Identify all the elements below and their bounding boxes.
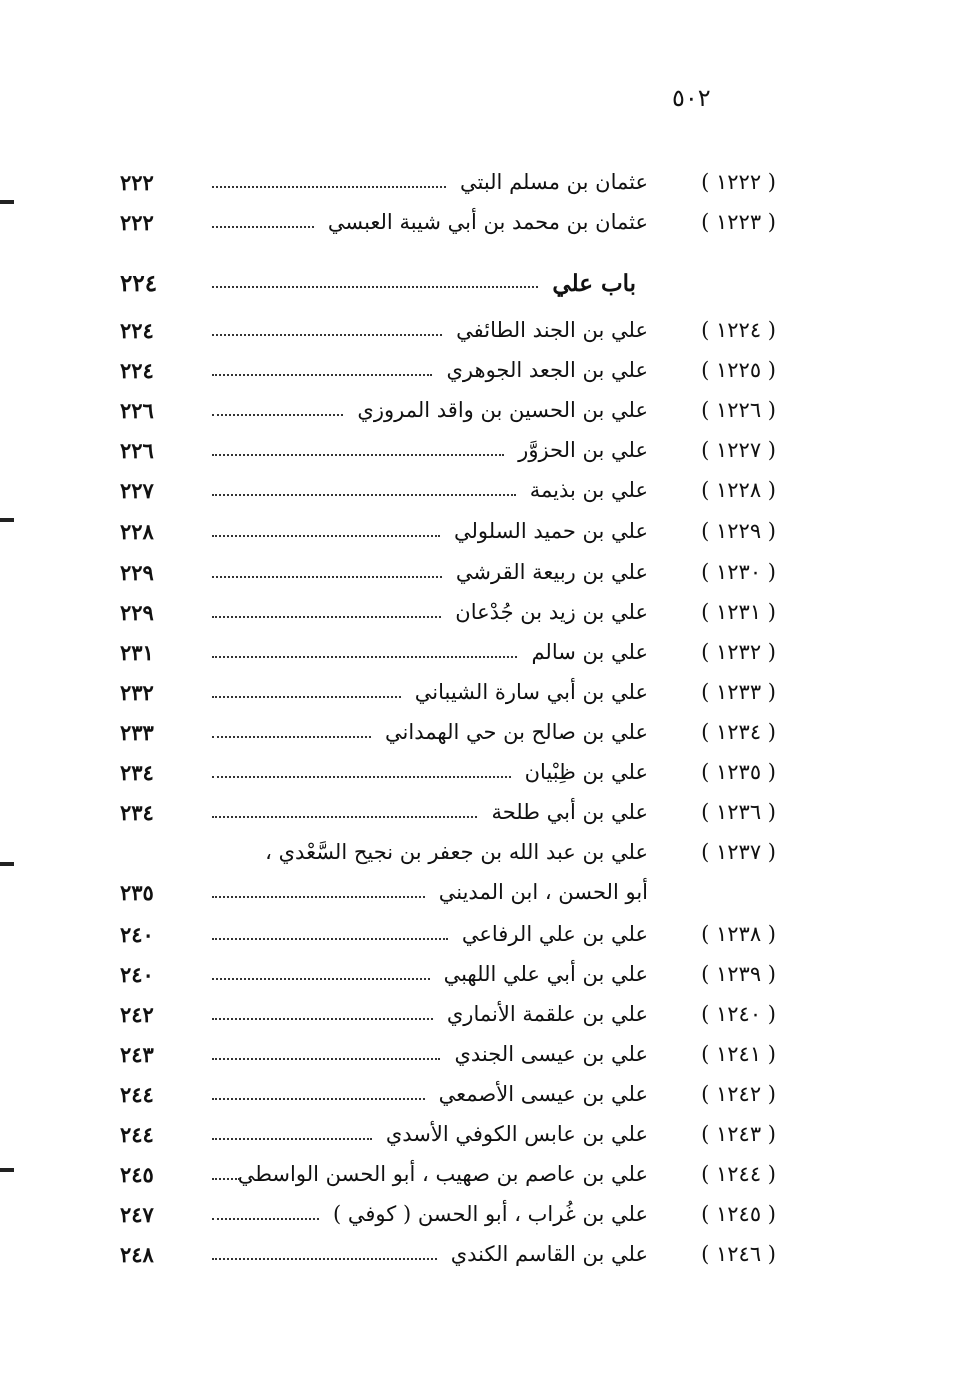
entry-number: ( ١٢٢٢ ) bbox=[701, 170, 776, 194]
scan-edge-mark bbox=[0, 200, 14, 204]
leader-dots bbox=[212, 736, 371, 738]
scan-edge-mark bbox=[0, 1168, 14, 1172]
page-ref: ٢٤٥ bbox=[120, 1162, 154, 1187]
toc-entry-row bbox=[0, 474, 966, 508]
leader-dots bbox=[212, 186, 446, 188]
entry-title: علي بن عاصم بن صهيب ، أبو الحسن الواسطي bbox=[237, 1162, 648, 1186]
toc-entry-row bbox=[0, 206, 966, 240]
toc-entry-row bbox=[0, 676, 966, 710]
leader-dots bbox=[212, 374, 432, 376]
leader-dots bbox=[212, 334, 442, 336]
page-ref: ٢٤٠ bbox=[120, 962, 154, 987]
toc-entry-row bbox=[0, 1038, 966, 1072]
leader-dots bbox=[212, 576, 442, 578]
entry-number: ( ١٢٣٠ ) bbox=[701, 560, 776, 584]
entry-number: ( ١٢٤٤ ) bbox=[701, 1162, 776, 1186]
page-ref: ٢٣٤ bbox=[120, 800, 154, 825]
entry-number: ( ١٢٤٠ ) bbox=[701, 1002, 776, 1026]
entry-title: علي بن عيسى الجندي bbox=[454, 1042, 648, 1066]
page-ref: ٢٢٢ bbox=[120, 170, 154, 195]
entry-number: ( ١٢٤٢ ) bbox=[701, 1082, 776, 1106]
toc-entry-row bbox=[0, 354, 966, 388]
entry-number: ( ١٢٤٥ ) bbox=[701, 1202, 776, 1226]
entry-number: ( ١٢٤٦ ) bbox=[701, 1242, 776, 1266]
page-ref: ٢٤٢ bbox=[120, 1002, 154, 1027]
leader-dots bbox=[212, 938, 448, 940]
toc-entry-row bbox=[0, 796, 966, 830]
scan-edge-mark bbox=[0, 862, 14, 866]
entry-number: ( ١٢٣٩ ) bbox=[701, 962, 776, 986]
entry-number: ( ١٢٣٣ ) bbox=[701, 680, 776, 704]
leader-dots bbox=[212, 494, 516, 496]
toc-entry-row bbox=[0, 596, 966, 630]
leader-dots bbox=[212, 656, 517, 658]
page-ref: ٢٤٤ bbox=[120, 1122, 154, 1147]
entry-number: ( ١٢٣٢ ) bbox=[701, 640, 776, 664]
leader-dots bbox=[212, 696, 401, 698]
toc-continuation-row bbox=[0, 876, 966, 910]
entry-title: علي بن عيسى الأصمعي bbox=[438, 1082, 648, 1106]
entry-number: ( ١٢٢٦ ) bbox=[701, 398, 776, 422]
toc-entry-row bbox=[0, 1198, 966, 1232]
entry-title: علي بن عابس الكوفي الأسدي bbox=[385, 1122, 648, 1146]
entry-title: علي بن الجعد الجوهري bbox=[446, 358, 648, 382]
entry-title: علي بن زيد بن جُدْعان bbox=[455, 600, 648, 624]
entry-title: علي بن عبد الله بن جعفر بن نجيح السَّعْدي ، bbox=[265, 840, 648, 864]
entry-number: ( ١٢٢٩ ) bbox=[701, 519, 776, 543]
leader-dots bbox=[212, 226, 314, 228]
page-ref: ٢٢٨ bbox=[120, 519, 154, 544]
leader-dots bbox=[212, 1258, 437, 1260]
page-ref: ٢٢٢ bbox=[120, 210, 154, 235]
page-ref: ٢٢٤ bbox=[120, 318, 154, 343]
page-ref: ٢٢٦ bbox=[120, 398, 154, 423]
entry-title: عثمان بن مسلم البتي bbox=[459, 170, 648, 194]
toc-entry-row bbox=[0, 434, 966, 468]
entry-title: علي بن القاسم الكندي bbox=[450, 1242, 648, 1266]
leader-dots bbox=[212, 978, 430, 980]
entry-number: ( ١٢٣٨ ) bbox=[701, 922, 776, 946]
scan-edge-mark bbox=[0, 518, 14, 522]
entry-number: ( ١٢٣٥ ) bbox=[701, 760, 776, 784]
entry-number: ( ١٢٤٣ ) bbox=[701, 1122, 776, 1146]
page-ref: ٢٤٤ bbox=[120, 1082, 154, 1107]
page-ref: ٢٣٢ bbox=[120, 680, 154, 705]
page-ref: ٢٤٣ bbox=[120, 1042, 154, 1067]
entry-title: علي بن حميد السلولي bbox=[454, 519, 648, 543]
page-ref: ٢٤٧ bbox=[120, 1202, 154, 1227]
leader-dots bbox=[212, 896, 425, 898]
toc-entry-row bbox=[0, 1118, 966, 1152]
entry-number: ( ١٢٤١ ) bbox=[701, 1042, 776, 1066]
toc-entry-row bbox=[0, 636, 966, 670]
entry-title: علي بن ظِبْيان bbox=[524, 760, 648, 784]
toc-entry-row bbox=[0, 918, 966, 952]
entry-title: علي بن علي الرفاعي bbox=[461, 922, 648, 946]
toc-entry-row bbox=[0, 836, 966, 870]
entry-title: علي بن أبي علي اللهبي bbox=[443, 962, 648, 986]
page-ref: ٢٣٤ bbox=[120, 760, 154, 785]
leader-dots bbox=[212, 616, 441, 618]
page-ref: ٢٤٨ bbox=[120, 1242, 154, 1267]
toc-entry-row bbox=[0, 998, 966, 1032]
toc-entry-row bbox=[0, 314, 966, 348]
leader-dots bbox=[212, 816, 477, 818]
entry-number: ( ١٢٣١ ) bbox=[701, 600, 776, 624]
entry-title: أبو الحسن ، ابن المديني bbox=[438, 880, 648, 904]
leader-dots bbox=[212, 776, 511, 778]
toc-entry-row bbox=[0, 166, 966, 200]
page-ref: ٢٢٩ bbox=[120, 560, 154, 585]
leader-dots bbox=[212, 1218, 319, 1220]
leader-dots bbox=[212, 1098, 425, 1100]
page-ref: ٢٣١ bbox=[120, 640, 154, 665]
toc-entry-row bbox=[0, 394, 966, 428]
entry-title: علي بن أبي سارة الشيباني bbox=[414, 680, 648, 704]
entry-number: ( ١٢٢٥ ) bbox=[701, 358, 776, 382]
entry-title: علي بن ربيعة القرشي bbox=[455, 560, 648, 584]
entry-title: علي بن الجند الطائفي bbox=[456, 318, 648, 342]
entry-number: ( ١٢٢٧ ) bbox=[701, 438, 776, 462]
entry-number: ( ١٢٢٨ ) bbox=[701, 478, 776, 502]
entry-number: ( ١٢٢٤ ) bbox=[701, 318, 776, 342]
entry-title: علي بن غُراب ، أبو الحسن ( كوفي ) bbox=[333, 1202, 648, 1226]
page-ref: ٢٤٠ bbox=[120, 922, 154, 947]
entry-title: علي بن أبي طلحة bbox=[491, 800, 648, 824]
page-ref: ٢٢٩ bbox=[120, 600, 154, 625]
entry-title: عثمان بن محمد بن أبي شيبة العبسي bbox=[327, 210, 648, 234]
page-ref: ٢٢٤ bbox=[120, 270, 158, 297]
leader-dots bbox=[212, 286, 538, 288]
page-ref: ٢٢٦ bbox=[120, 438, 154, 463]
entry-number: ( ١٢٣٧ ) bbox=[701, 840, 776, 864]
toc-entry-row bbox=[0, 958, 966, 992]
toc-entry-row bbox=[0, 716, 966, 750]
entry-number: ( ١٢٣٦ ) bbox=[701, 800, 776, 824]
toc-entry-row bbox=[0, 515, 966, 549]
leader-dots bbox=[212, 1178, 240, 1180]
page-ref: ٢٣٣ bbox=[120, 720, 154, 745]
entry-number: ( ١٢٢٣ ) bbox=[701, 210, 776, 234]
section-title: باب علي bbox=[552, 270, 636, 297]
toc-entry-row bbox=[0, 556, 966, 590]
page-ref: ٢٢٤ bbox=[120, 358, 154, 383]
entry-title: علي بن سالم bbox=[531, 640, 648, 664]
toc-entry-row bbox=[0, 1078, 966, 1112]
entry-title: علي بن علقمة الأنماري bbox=[446, 1002, 648, 1026]
toc-entry-row bbox=[0, 1158, 966, 1192]
entry-title: علي بن الحزوَّر bbox=[518, 438, 648, 462]
leader-dots bbox=[212, 535, 440, 537]
page-ref: ٢٣٥ bbox=[120, 880, 154, 905]
leader-dots bbox=[212, 454, 504, 456]
leader-dots bbox=[212, 1138, 372, 1140]
leader-dots bbox=[212, 414, 343, 416]
entry-title: علي بن صالح بن حي الهمداني bbox=[385, 720, 648, 744]
leader-dots bbox=[212, 1058, 440, 1060]
toc-entry-row bbox=[0, 1238, 966, 1272]
section-heading-row bbox=[0, 266, 966, 300]
entry-title: علي بن بذيمة bbox=[529, 478, 648, 502]
page-ref: ٢٢٧ bbox=[120, 478, 154, 503]
entry-number: ( ١٢٣٤ ) bbox=[701, 720, 776, 744]
entry-title: علي بن الحسين بن واقد المروزي bbox=[357, 398, 648, 422]
leader-dots bbox=[212, 1018, 433, 1020]
page-number: ٥٠٢ bbox=[672, 84, 711, 112]
toc-entry-row bbox=[0, 756, 966, 790]
